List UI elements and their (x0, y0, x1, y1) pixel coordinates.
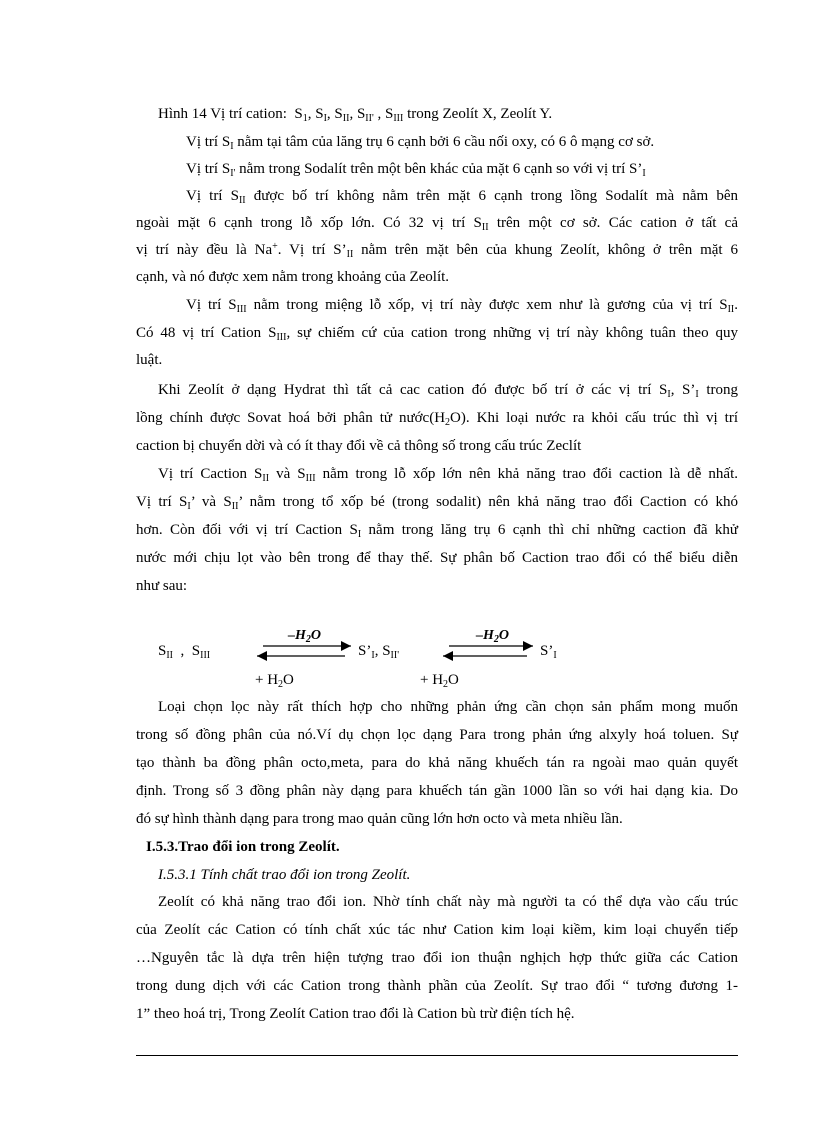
sub: 2 (493, 634, 499, 645)
sub: I (230, 141, 234, 152)
paragraph-selectivity-line4 (136, 782, 738, 800)
subsection-heading: I.5.3.1 Tính chất trao đổi ion trong Zeolít. (158, 867, 411, 883)
text: Khi Zeolít ở dạng Hydrat thì tất cả cac cation đó được bố trí ở các vị trí S (158, 382, 668, 398)
paragraph-site-sii-line1 (186, 187, 738, 205)
footer-divider (136, 1055, 738, 1056)
text: nằm trong Sodalít trên một bên khác của mặt 6 cạnh so với vị trí S’ (235, 161, 643, 177)
sub: I (695, 389, 699, 400)
paragraph-hydrat-line3 (136, 437, 581, 455)
equation-left (158, 642, 210, 660)
text: Vị trí S (186, 161, 231, 177)
sub: III (305, 473, 316, 484)
sub: I (357, 529, 362, 540)
text: …Nguyên tắc là dựa trên hiện tượng trao đổi ion thuận nghịch hợp thức giữa các Cation (136, 950, 738, 966)
sub: 2 (445, 417, 451, 428)
text: Zeolít có khả năng trao đổi ion. Nhờ tính chất này mà người ta có thể dựa vào cấu trúc (158, 894, 738, 910)
text: , S (374, 643, 391, 659)
sub: I (667, 389, 671, 400)
text: của Zeolít các Cation có tính chất xúc tác như Cation kim loại kiềm, kim loại chuyển tiếp (136, 922, 738, 938)
text: Vị trí S (136, 494, 188, 510)
text: nằm trên mặt bên của khung Zeolít, không ở trên mặt 6 (353, 242, 738, 258)
sup: + (272, 241, 278, 252)
sub: II (262, 473, 270, 484)
sub: II (727, 304, 735, 315)
text: O (283, 672, 294, 688)
paragraph-exchange-line5 (136, 577, 187, 595)
sub: I (642, 168, 646, 179)
text: S’ (540, 643, 554, 659)
paragraph-exchange-line1 (158, 465, 738, 483)
equilibrium-arrow-1 (255, 640, 355, 662)
sub: III (276, 332, 287, 343)
text: như sau: (136, 578, 188, 594)
sub: 2 (443, 679, 449, 690)
paragraph-selectivity-line5 (136, 810, 623, 828)
equation-bottom-2 (420, 671, 459, 689)
paragraph-exchange-line2 (136, 493, 738, 511)
text: O). Khi loại nước ra khỏi cấu trúc thì vị trí (450, 410, 738, 426)
paragraph-hydrat-line2 (136, 409, 738, 427)
text: nằm trong miệng lỗ xốp, vị trí này được xem như là gương của vị trí S (246, 297, 728, 313)
paragraph-selectivity-line2 (136, 726, 738, 744)
text: ’ nằm trong tổ xốp bé (trong sodalit) nên khả năng trao đổi Caction có khó (238, 494, 738, 510)
text: trong dung dịch với các Cation trong thành phần của Zeolít. Sự trao đổi “ tương đương 1- (136, 978, 738, 994)
text: trên một cơ sở. Các cation ở tất cả (488, 215, 738, 231)
sub: I (371, 650, 375, 661)
paragraph-ion-line3 (136, 949, 738, 967)
text: –H (288, 628, 306, 643)
paragraph-selectivity-line3 (136, 754, 738, 772)
text: nằm trong lăng trụ 6 cạnh thì chỉ những caction đã khử (361, 522, 738, 538)
sub: II (481, 222, 489, 233)
paragraph-site-sii-line4 (136, 268, 449, 286)
text: trong số đồng phân của nó.Ví dụ chọn lọc dạng Para trong phản ứng alxyly hoá toluen. Sự (136, 727, 738, 743)
text: , S’ (670, 382, 696, 398)
text: , S (173, 643, 201, 659)
equilibrium-arrow-2 (441, 640, 537, 662)
text: S’ (358, 643, 372, 659)
text: đó sự hình thành dạng para trong mao quản cũng lớn hơn octo và meta nhiều lần. (136, 811, 623, 827)
text: và S (269, 466, 306, 482)
sub: 2 (305, 634, 311, 645)
sub: 2 (278, 679, 284, 690)
text: ’ và S (190, 494, 232, 510)
text: cạnh, và nó được xem nằm trong khoảng của Zeolít. (136, 269, 450, 285)
paragraph-ion-line1 (158, 893, 738, 911)
text: O (448, 672, 459, 688)
text: O (498, 628, 510, 643)
equation-bottom-1 (255, 671, 294, 689)
text: Vị trí S (186, 188, 239, 204)
paragraph-site-sii-line3 (136, 241, 738, 259)
text: vị trí này đều là Na (136, 242, 273, 258)
figure-caption (158, 105, 552, 123)
text: O (310, 628, 322, 643)
text: Vị trí Caction S (158, 466, 263, 482)
text: tạo thành ba đồng phân octo,meta, para do khả năng khuếch tán ra ngoài mao quản quyết (136, 755, 738, 771)
text: S (158, 643, 167, 659)
paragraph-site-siii-line2 (136, 324, 738, 342)
text: trong (698, 382, 738, 398)
paragraph-ion-line4 (136, 977, 738, 995)
text: luật. (136, 352, 163, 368)
caption-sites: $S_1$, $S_I$, $S_{II}$, $S_{II'}$ , $S_{III}$ (294, 106, 404, 124)
paragraph-selectivity-line1 (158, 698, 738, 716)
equation-right (540, 642, 557, 660)
paragraph-hydrat-line1 (158, 381, 738, 399)
text: được bố trí không nằm trên mặt 6 cạnh trong lồng Sodalít mà nằm bên (245, 188, 738, 204)
text: Có 48 vị trí Cation S (136, 325, 277, 341)
sub: I (553, 650, 557, 661)
sub: II (346, 249, 354, 260)
sub: II (238, 195, 246, 206)
sub: II (231, 501, 239, 512)
equation-middle (358, 642, 399, 660)
text: hơn. Còn đối với vị trí Caction S (136, 522, 358, 538)
text: . (734, 297, 738, 313)
sub: III (236, 304, 247, 315)
section-heading: I.5.3.Trao đổi ion trong Zeolít. (146, 839, 340, 855)
paragraph-site-si-prime (186, 160, 646, 178)
paragraph-exchange-line3 (136, 521, 738, 539)
paragraph-site-si (186, 133, 654, 151)
sub: II' (390, 650, 399, 661)
paragraph-ion-line5 (136, 1005, 574, 1023)
text: –H (476, 628, 494, 643)
paragraph-ion-line2 (136, 921, 738, 939)
sub: II (166, 650, 174, 661)
text: định. Trong số 3 đồng phân này dạng para khuếch tán gần 1000 lần so với hai dạng kia. Do (136, 783, 738, 799)
text: Loại chọn lọc này rất thích hợp cho những phản ứng cần chọn sản phẩm mong muốn (158, 699, 738, 715)
sub: III (200, 650, 211, 661)
text: + H (255, 672, 279, 688)
caption-suffix: trong Zeolít X, Zeolít Y. (407, 106, 553, 122)
text: nằm tại tâm của lăng trụ 6 cạnh bởi 6 cầu nối oxy, có 6 ô mạng cơ sở. (233, 134, 655, 150)
text: 1” theo hoá trị, Trong Zeolít Cation trao đổi là Cation bù trừ điện tích hệ. (136, 1006, 575, 1022)
sub: I' (230, 168, 236, 179)
text: nằm trong lỗ xốp lớn nên khả năng trao đổi caction là dễ nhất. (315, 466, 739, 482)
sub: I (187, 501, 191, 512)
text: + H (420, 672, 444, 688)
paragraph-exchange-line4 (136, 549, 738, 567)
text: lồng chính được Sovat hoá bởi phân tử nước(H (136, 410, 446, 426)
text: caction bị chuyển dời và có ít thay đổi về cả thông số trong cấu trúc Zeclít (136, 438, 582, 454)
text: . Vị trí S’ (277, 242, 347, 258)
text: nước mới chịu lọt vào bên trong để thay thế. Sự phân bố Caction trao đổi có thể biểu diễn (136, 550, 738, 566)
caption-prefix: Hình 14 Vị trí cation: (158, 106, 287, 122)
text: ngoài mặt 6 cạnh trong lỗ xốp lớn. Có 32 vị trí S (136, 215, 482, 231)
text: Vị trí S (186, 134, 231, 150)
text: , sự chiếm cứ của cation trong những vị trí này không tuân theo quy (286, 325, 738, 341)
paragraph-site-siii-line3 (136, 351, 162, 369)
text: Vị trí S (186, 297, 237, 313)
paragraph-site-sii-line2 (136, 214, 738, 232)
paragraph-site-siii-line1 (186, 296, 738, 314)
